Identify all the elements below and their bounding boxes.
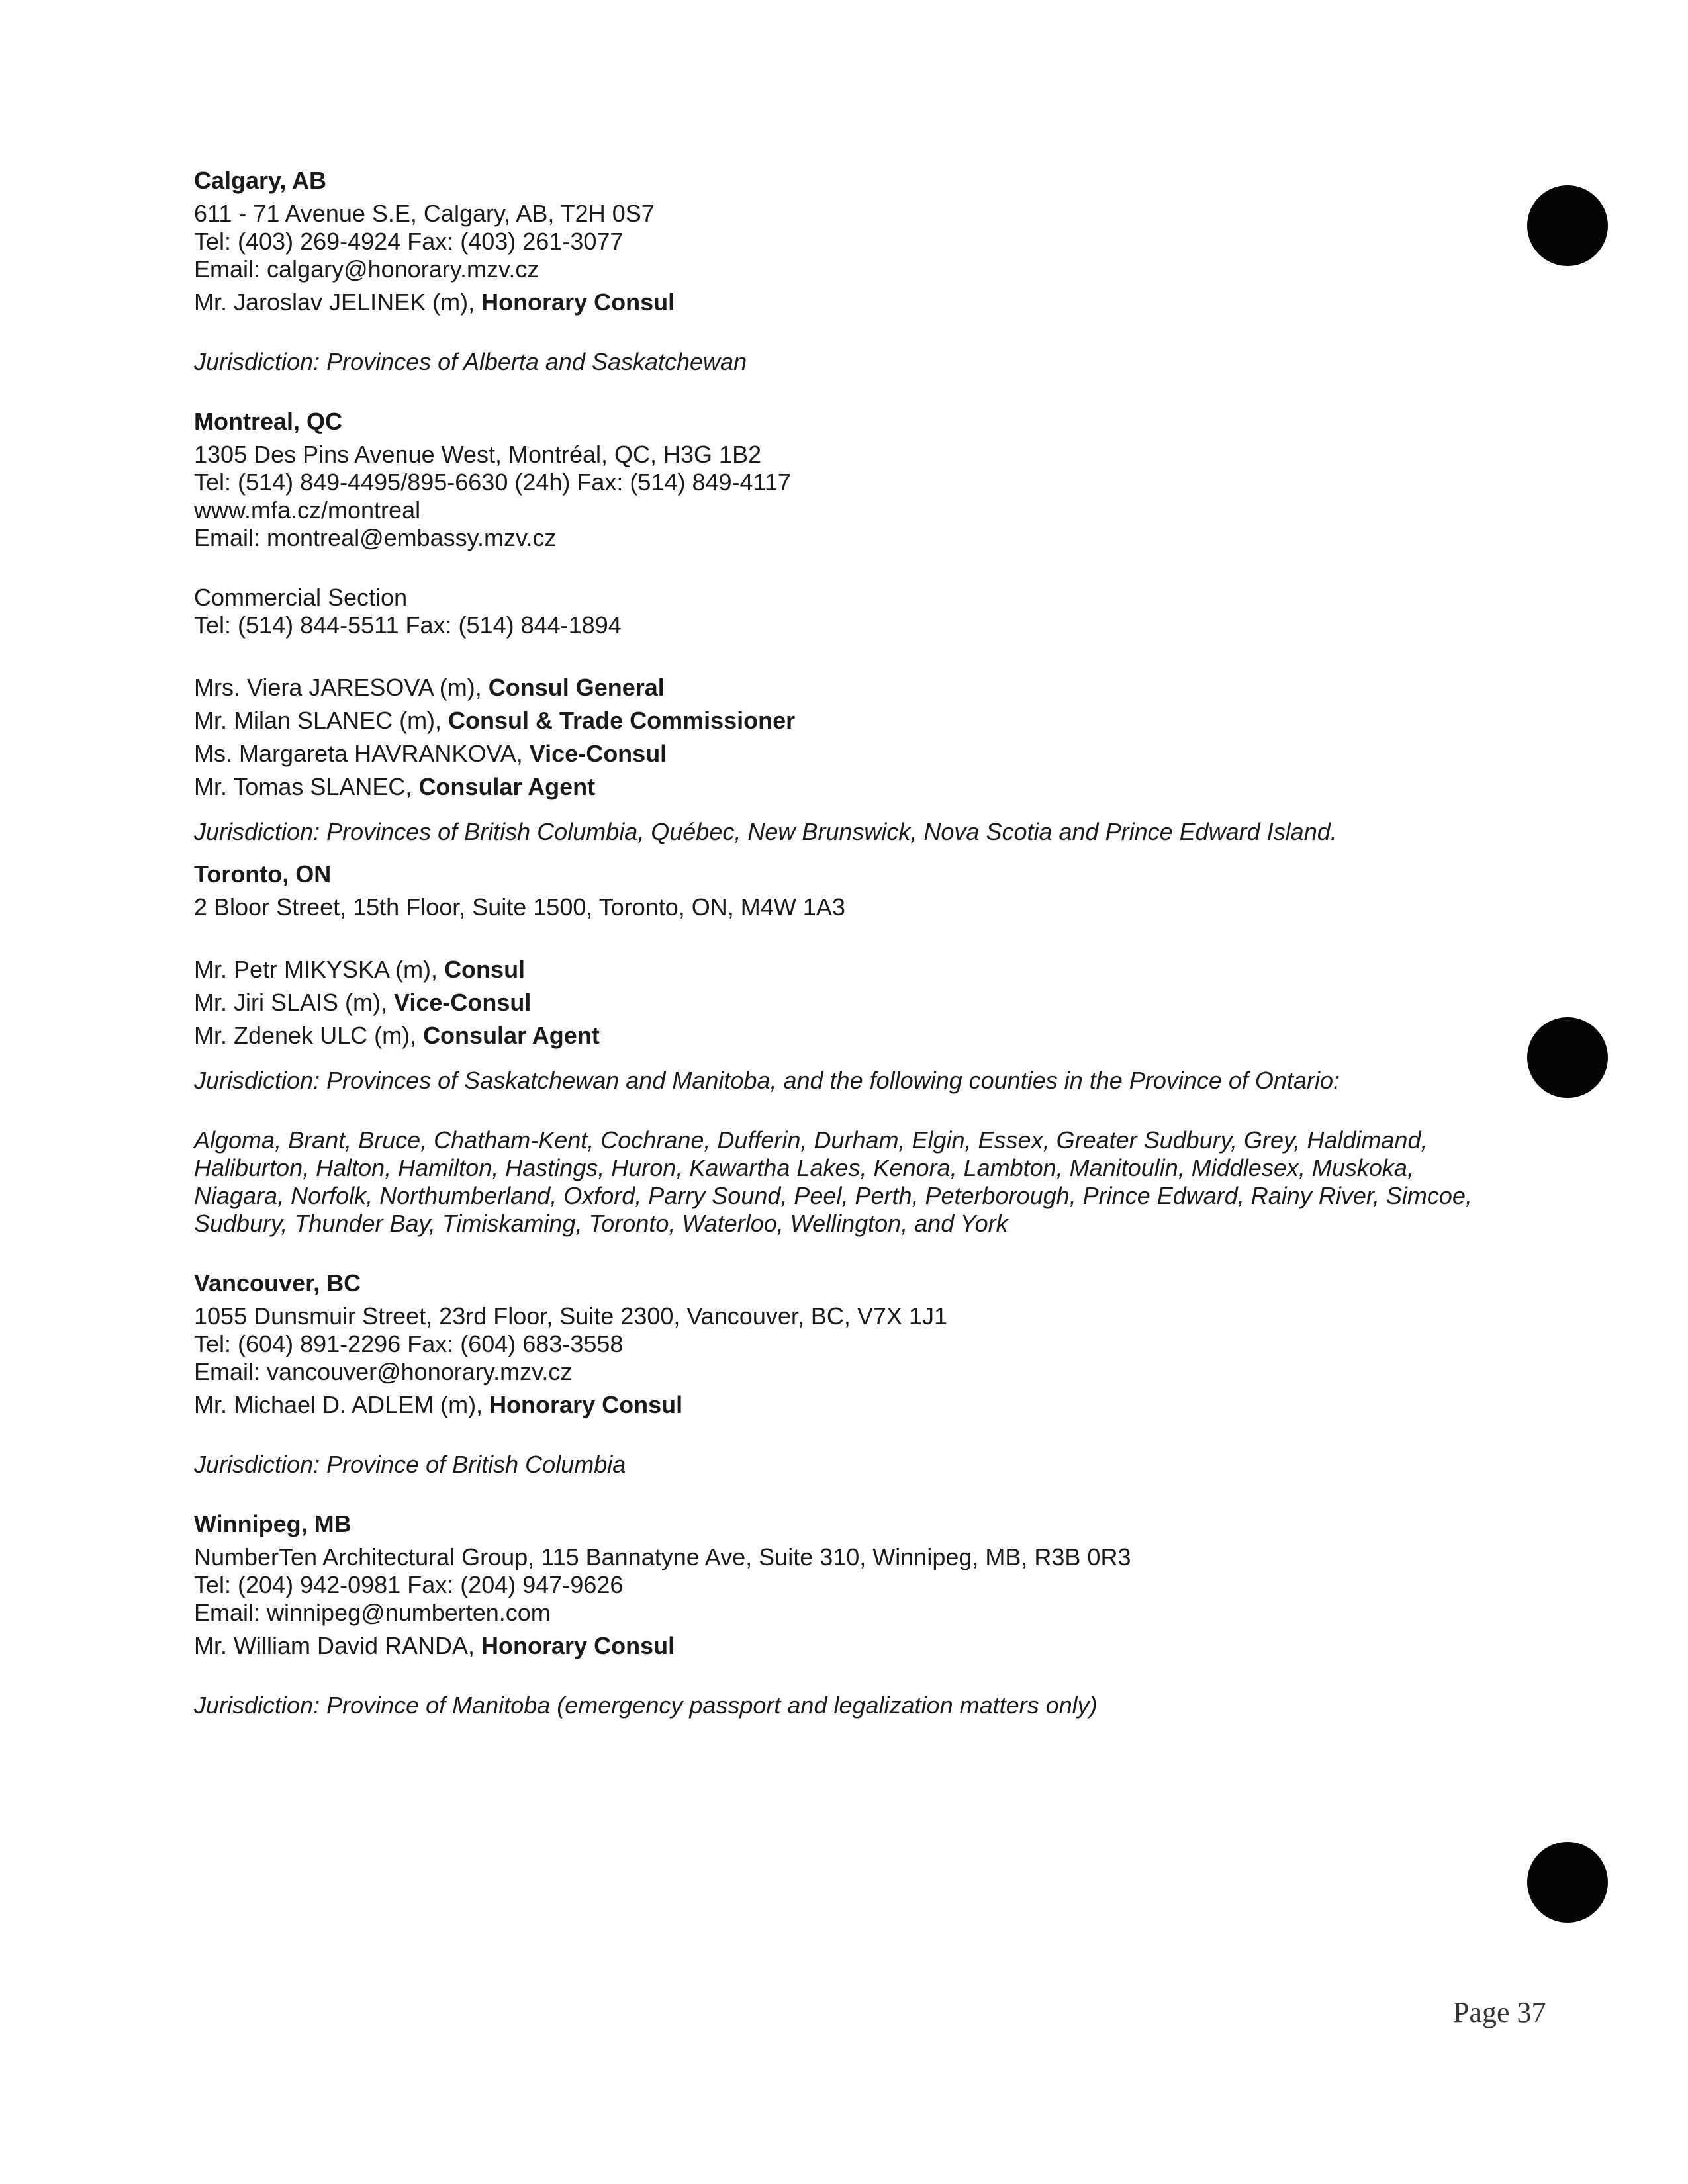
commercial-section-tel: Tel: (514) 844-5511 Fax: (514) 844-1894 bbox=[194, 612, 622, 639]
staff-entry bbox=[194, 1632, 1531, 1660]
staff-name: Mr. Jiri SLAIS (m), bbox=[194, 989, 395, 1016]
office-website: www.mfa.cz/montreal bbox=[194, 496, 421, 523]
commercial-section-label: Commercial Section bbox=[194, 584, 408, 611]
staff-name: Mr. William David RANDA, bbox=[194, 1632, 482, 1659]
office-jurisdiction: Jurisdiction: Province of Manitoba (emergency passport and legalization matters only) bbox=[194, 1692, 1098, 1719]
staff-role: Consul & Trade Commissioner bbox=[448, 707, 796, 734]
office-jurisdiction: Jurisdiction: Provinces of Alberta and Saskatchewan bbox=[194, 348, 747, 375]
office-tel-fax: Tel: (204) 942-0981 Fax: (204) 947-9626 bbox=[194, 1571, 624, 1598]
staff-role: Consular Agent bbox=[423, 1022, 600, 1049]
office-email: Email: calgary@honorary.mzv.cz bbox=[194, 255, 539, 283]
office-title: Montreal, QC bbox=[194, 408, 343, 435]
staff-entry bbox=[194, 704, 1531, 737]
staff-role: Consular Agent bbox=[418, 773, 596, 800]
office-email: Email: winnipeg@numberten.com bbox=[194, 1599, 551, 1626]
office-address: 1055 Dunsmuir Street, 23rd Floor, Suite 2300, Vancouver, BC, V7X 1J1 bbox=[194, 1302, 947, 1330]
office-tel-fax: Tel: (514) 849-4495/895-6630 (24h) Fax: (514) 849-4117 bbox=[194, 469, 791, 496]
office-address: 611 - 71 Avenue S.E, Calgary, AB, T2H 0S7 bbox=[194, 200, 655, 227]
staff-entry bbox=[194, 671, 1531, 704]
office-title: Toronto, ON bbox=[194, 860, 332, 887]
staff-role: Honorary Consul bbox=[481, 1632, 675, 1659]
staff-entry bbox=[194, 289, 1531, 316]
punch-hole-top bbox=[1527, 185, 1608, 266]
office-email: Email: vancouver@honorary.mzv.cz bbox=[194, 1358, 573, 1385]
punch-hole-middle bbox=[1527, 1017, 1608, 1098]
staff-entry bbox=[194, 737, 1531, 770]
office-calgary bbox=[194, 167, 1531, 376]
office-jurisdiction: Jurisdiction: Provinces of Saskatchewan and Manitoba, and the following counties in the Province of Ontario: bbox=[194, 1067, 1340, 1094]
staff-entry bbox=[194, 986, 1531, 1019]
staff-role: Vice-Consul bbox=[529, 740, 667, 767]
consulate-listing bbox=[194, 167, 1531, 1719]
staff-name: Mr. Tomas SLANEC, bbox=[194, 773, 419, 800]
staff-role: Honorary Consul bbox=[481, 289, 675, 316]
office-address: NumberTen Architectural Group, 115 Bannatyne Ave, Suite 310, Winnipeg, MB, R3B 0R3 bbox=[194, 1543, 1131, 1570]
office-winnipeg bbox=[194, 1510, 1531, 1719]
office-title: Winnipeg, MB bbox=[194, 1510, 352, 1537]
punch-hole-bottom bbox=[1527, 1842, 1608, 1923]
staff-role: Vice-Consul bbox=[394, 989, 532, 1016]
ontario-counties-list: Algoma, Brant, Bruce, Chatham-Kent, Cochrane, Dufferin, Durham, Elgin, Essex, Greater Sudbury, Grey, Haldimand, Haliburton, Halton, Hamilton, Hastings, Huron, Kawartha Lakes, Kenora, Lambton, Manitoulin, Middlesex, Muskoka, Niagara, Norfolk, Northumberland, Oxford, Parry Sound, Peel, Perth, Peterborough, Prince Edward, Rainy River, Simcoe, Sudbury, Thunder Bay, Timiskaming, Toronto, Waterloo, Wellington, and York bbox=[194, 1126, 1472, 1237]
staff-entry bbox=[194, 953, 1531, 986]
office-email: Email: montreal@embassy.mzv.cz bbox=[194, 524, 557, 551]
office-jurisdiction: Jurisdiction: Province of British Columbia bbox=[194, 1451, 626, 1478]
office-montreal bbox=[194, 408, 1531, 846]
office-title: Vancouver, BC bbox=[194, 1269, 361, 1297]
office-address: 2 Bloor Street, 15th Floor, Suite 1500, Toronto, ON, M4W 1A3 bbox=[194, 893, 845, 921]
staff-role: Consul General bbox=[488, 674, 665, 701]
office-tel-fax: Tel: (403) 269-4924 Fax: (403) 261-3077 bbox=[194, 228, 624, 255]
staff-entry bbox=[194, 1019, 1531, 1052]
office-tel-fax: Tel: (604) 891-2296 Fax: (604) 683-3558 bbox=[194, 1330, 624, 1357]
staff-role: Honorary Consul bbox=[489, 1391, 683, 1418]
office-address: 1305 Des Pins Avenue West, Montréal, QC, H3G 1B2 bbox=[194, 441, 762, 468]
staff-entry bbox=[194, 770, 1531, 803]
staff-name: Mr. Petr MIKYSKA (m), bbox=[194, 956, 445, 983]
staff-name: Mr. Zdenek ULC (m), bbox=[194, 1022, 424, 1049]
staff-role: Consul bbox=[444, 956, 526, 983]
office-jurisdiction: Jurisdiction: Provinces of British Columbia, Québec, New Brunswick, Nova Scotia and Prince Edward Island. bbox=[194, 818, 1337, 845]
staff-name: Mr. Milan SLANEC (m), bbox=[194, 707, 449, 734]
office-title: Calgary, AB bbox=[194, 167, 327, 194]
office-toronto bbox=[194, 860, 1531, 1238]
office-vancouver bbox=[194, 1269, 1531, 1479]
staff-name: Ms. Margareta HAVRANKOVA, bbox=[194, 740, 530, 767]
staff-name: Mr. Jaroslav JELINEK (m), bbox=[194, 289, 482, 316]
staff-name: Mrs. Viera JARESOVA (m), bbox=[194, 674, 489, 701]
staff-name: Mr. Michael D. ADLEM (m), bbox=[194, 1391, 490, 1418]
staff-entry bbox=[194, 1391, 1531, 1419]
page-number: Page 37 bbox=[1453, 1996, 1546, 2028]
